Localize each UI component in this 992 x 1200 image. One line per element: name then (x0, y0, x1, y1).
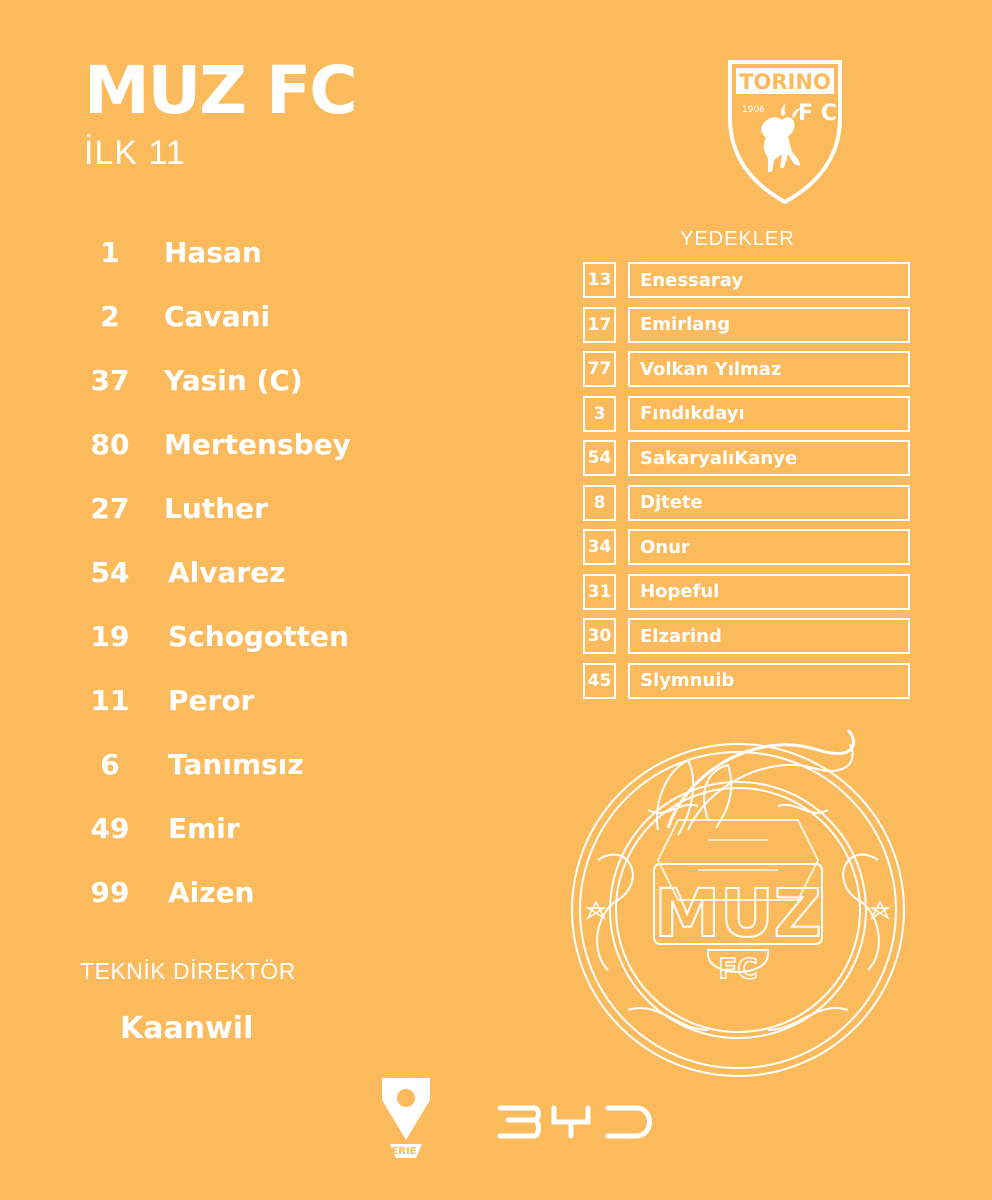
lineup-row (80, 796, 400, 860)
player-name: Mertensbey (164, 427, 351, 461)
substitute-name: Fındıkdayı (628, 396, 910, 432)
player-number: 37 (90, 363, 130, 397)
substitute-row (583, 485, 910, 521)
substitute-name: SakaryalıKanye (628, 440, 910, 476)
torino-badge-logo (722, 56, 848, 206)
substitute-row (583, 307, 910, 343)
byd-text: BYD (575, 1142, 579, 1143)
substitute-number: 30 (583, 618, 616, 654)
lineup-row (80, 732, 400, 796)
coach-label: TEKNİK DİREKTÖR (80, 958, 296, 984)
player-number: 99 (90, 875, 130, 909)
player-name: Luther (164, 491, 268, 525)
substitute-name: Elzarind (628, 618, 910, 654)
player-name: Cavani (164, 299, 271, 333)
lineup-row (80, 540, 400, 604)
bull-icon (761, 104, 802, 172)
player-name: Aizen (168, 875, 255, 909)
player-number: 19 (90, 619, 130, 653)
player-number: 6 (100, 747, 120, 781)
lineup-subtitle: İLK 11 (84, 134, 186, 172)
serie-a-logo (368, 1070, 444, 1170)
starting-lineup (80, 220, 400, 924)
substitute-name: Volkan Yılmaz (628, 351, 910, 387)
coach-name: Kaanwil (120, 1011, 254, 1046)
substitute-row (583, 396, 910, 432)
substitute-name: Hopeful (628, 574, 910, 610)
substitute-name: Djtete (628, 485, 910, 521)
substitute-name: Slymnuib (628, 663, 910, 699)
player-name: Peror (168, 683, 255, 717)
substitute-row (583, 262, 910, 298)
substitute-row (583, 351, 910, 387)
player-number: 54 (90, 555, 130, 589)
substitute-number: 31 (583, 574, 616, 610)
substitutes-list (583, 262, 910, 707)
lineup-row (80, 284, 400, 348)
byd-logo (496, 1102, 658, 1142)
player-number: 27 (90, 491, 130, 525)
torino-badge-year: 1906 (742, 105, 765, 115)
serie-a-text: SERIE A (384, 1146, 428, 1157)
substitute-number: 54 (583, 440, 616, 476)
substitute-row (583, 663, 910, 699)
torino-badge-letters: F C (798, 101, 837, 126)
player-number: 80 (90, 427, 130, 461)
substitute-number: 45 (583, 663, 616, 699)
substitute-number: 17 (583, 307, 616, 343)
player-name: Emir (168, 811, 240, 845)
crest-text-muz: MUZ (654, 875, 822, 952)
player-number: 1 (100, 235, 120, 269)
player-name: Alvarez (168, 555, 286, 589)
substitute-row (583, 618, 910, 654)
substitute-number: 13 (583, 262, 616, 298)
muz-fc-crest-logo (558, 710, 918, 1080)
lineup-row (80, 860, 400, 924)
substitute-number: 77 (583, 351, 616, 387)
torino-badge-text: TORINO (739, 70, 831, 94)
player-number: 11 (90, 683, 130, 717)
substitute-number: 8 (583, 485, 616, 521)
lineup-row (80, 220, 400, 284)
substitute-name: Enessaray (628, 262, 910, 298)
substitute-number: 34 (583, 529, 616, 565)
team-name: MUZ FC (84, 52, 356, 129)
player-name: Schogotten (168, 619, 349, 653)
lineup-row (80, 668, 400, 732)
lineup-row (80, 604, 400, 668)
lineup-row (80, 412, 400, 476)
substitute-name: Onur (628, 529, 910, 565)
substitute-row (583, 440, 910, 476)
lineup-row (80, 476, 400, 540)
player-number: 2 (100, 299, 120, 333)
substitute-row (583, 574, 910, 610)
substitute-number: 3 (583, 396, 616, 432)
substitute-row (583, 529, 910, 565)
player-name: Yasin (C) (164, 363, 303, 397)
substitute-name: Emirlang (628, 307, 910, 343)
substitutes-label: YEDEKLER (680, 228, 795, 250)
player-number: 49 (90, 811, 130, 845)
player-name: Hasan (164, 235, 262, 269)
crest-text-fc: FC (718, 952, 758, 985)
lineup-row (80, 348, 400, 412)
player-name: Tanımsız (168, 747, 304, 781)
